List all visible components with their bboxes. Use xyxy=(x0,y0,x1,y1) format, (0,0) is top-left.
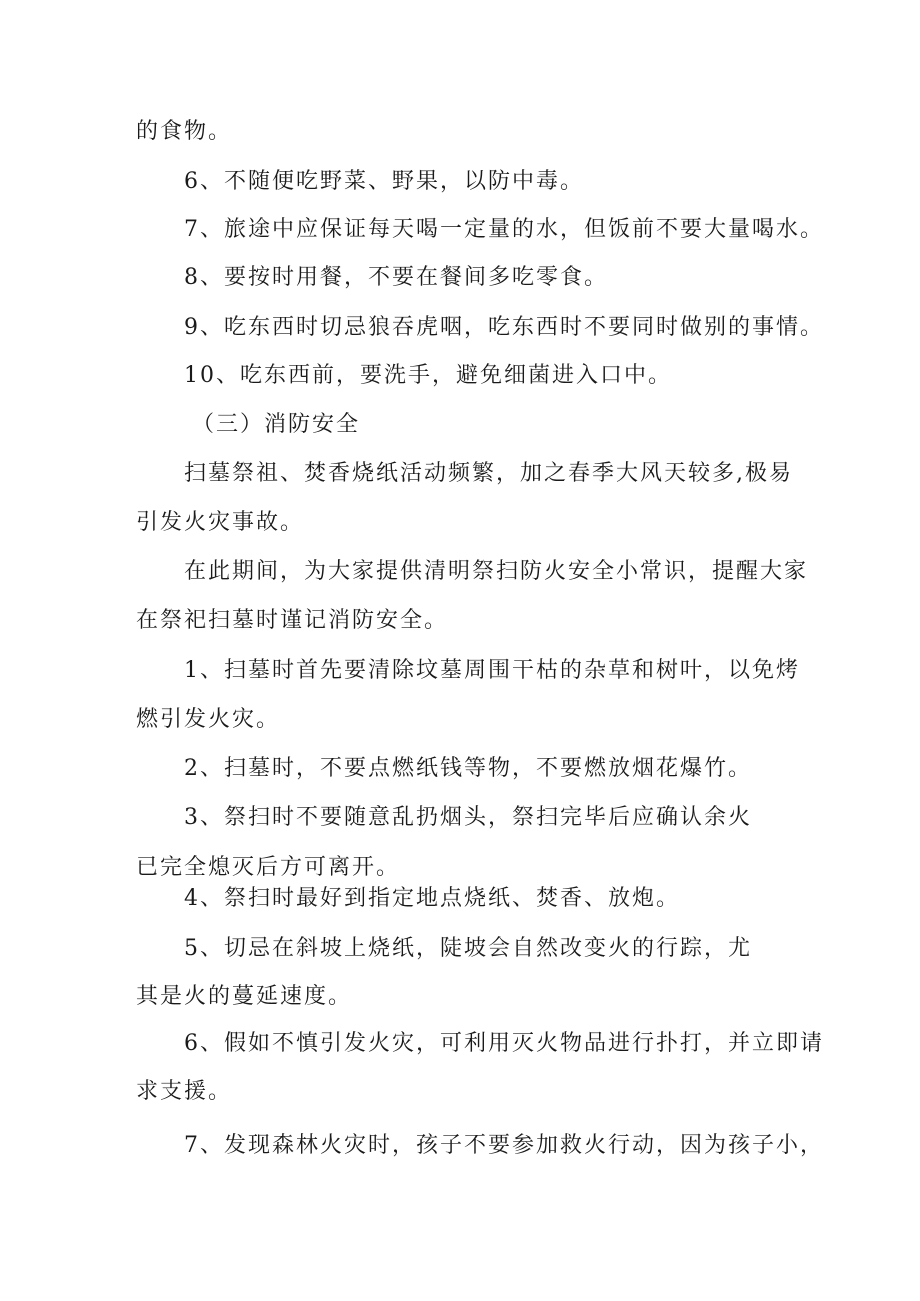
text-line: 5、切忌在斜坡上烧纸，陡坡会自然改变火的行踪，尤 xyxy=(184,936,752,961)
text-line: 求支援。 xyxy=(136,1079,233,1104)
text-line: 9、吃东西时切忌狼吞虎咽，吃东西时不要同时做别的事情。 xyxy=(184,315,824,340)
text-line: 10、吃东西前，要洗手，避免细菌进入口中。 xyxy=(184,363,672,388)
text-line: 2、扫墓时，不要点燃纸钱等物，不要燃放烟花爆竹。 xyxy=(184,756,752,781)
text-line: 4、祭扫时最好到指定地点烧纸、焚香、放炮。 xyxy=(184,886,680,911)
text-line: 6、假如不慎引发火灾，可利用灭火物品进行扑打，并立即请 xyxy=(184,1031,824,1056)
section-heading: （三）消防安全 xyxy=(192,412,361,437)
text-line: 7、发现森林火灾时，孩子不要参加救火行动，因为孩子小， xyxy=(184,1133,824,1158)
text-line: 在祭祀扫墓时谨记消防安全。 xyxy=(136,608,449,633)
text-line: 已完全熄灭后方可离开。 xyxy=(136,855,401,880)
text-line: 其是火的蔓延速度。 xyxy=(136,984,353,1009)
text-line: 扫墓祭祖、焚香烧纸活动频繁，加之春季大风天较多,极易 xyxy=(184,461,793,486)
text-line: 的食物。 xyxy=(136,119,233,144)
text-line: 燃引发火灾。 xyxy=(136,707,281,732)
text-line: 在此期间，为大家提供清明祭扫防火安全小常识，提醒大家 xyxy=(184,559,809,584)
text-line: 1、扫墓时首先要清除坟墓周围干枯的杂草和树叶，以免烤 xyxy=(184,658,800,683)
text-line: 6、不随便吃野菜、野果，以防中毒。 xyxy=(184,169,584,194)
text-line: 8、要按时用餐，不要在餐间多吃零食。 xyxy=(184,265,608,290)
text-line: 3、祭扫时不要随意乱扔烟头，祭扫完毕后应确认余火 xyxy=(184,805,752,830)
text-line: 引发火灾事故。 xyxy=(136,510,305,535)
text-line: 7、旅途中应保证每天喝一定量的水，但饭前不要大量喝水。 xyxy=(184,217,824,242)
